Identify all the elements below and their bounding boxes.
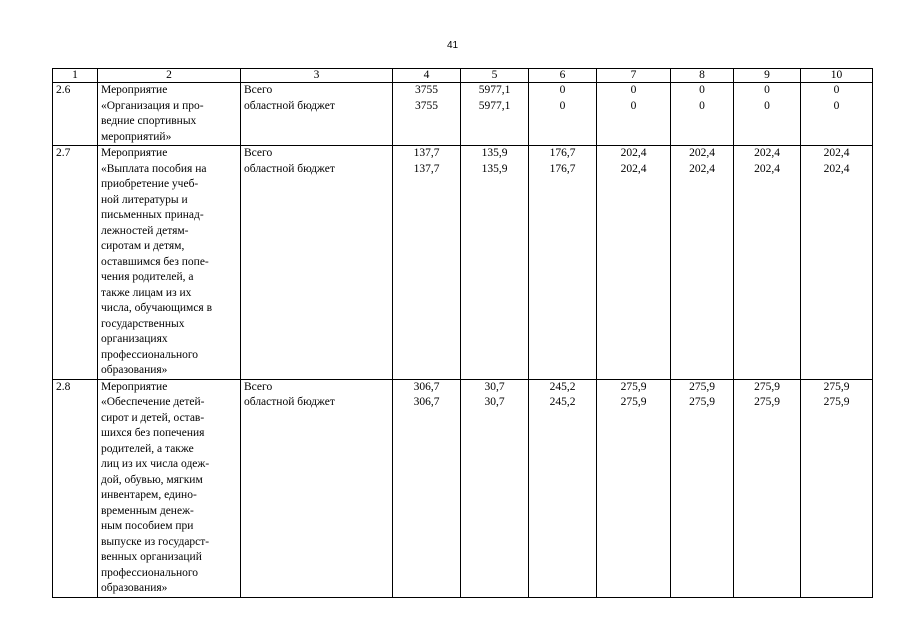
header-cell: 7 (597, 69, 671, 83)
measure-name-line: сиротам и детям, (101, 240, 185, 252)
measure-name (98, 379, 241, 597)
measure-name-line: Мероприятие (101, 147, 168, 159)
measure-name-line: венных организаций (101, 551, 202, 563)
measure-name-line: организациях (101, 333, 168, 345)
value: 0 (833, 84, 840, 96)
value-cell (597, 83, 671, 146)
value: 0 (559, 84, 566, 96)
measure-name-line: Мероприятие (101, 380, 168, 393)
value: 30,7 (484, 380, 505, 393)
value: 202,4 (823, 147, 850, 159)
measure-name-line: «Выплата пособия на (101, 162, 207, 175)
value-cell (734, 83, 801, 146)
measure-name-line: письменных принад- (101, 209, 204, 221)
value: 202,4 (620, 147, 647, 159)
measure-name-line: числа, обучающимся в (101, 302, 213, 314)
value: 202,4 (754, 147, 780, 159)
value-cell (671, 146, 734, 380)
measure-name-line: ведние спортивных (101, 115, 197, 127)
value-cell (597, 146, 671, 380)
value-cell (461, 379, 529, 597)
measure-name-line: оставшимся без попе- (101, 255, 209, 268)
value-cell (671, 379, 734, 597)
measure-name-line: шихся без попечения (101, 427, 205, 439)
measure-name-line: временным денеж- (101, 504, 194, 517)
value: 202,4 (754, 162, 780, 175)
header-cell: 8 (671, 69, 734, 83)
value-cell (801, 379, 873, 597)
value-cell (461, 146, 529, 380)
value: 202,4 (689, 147, 715, 159)
measure-name-line: Мероприятие (101, 84, 168, 96)
value-cell (734, 379, 801, 597)
funding-source (241, 83, 393, 146)
table-row (53, 83, 873, 146)
measure-name-line: сирот и детей, остав- (101, 411, 205, 424)
header-cell: 5 (461, 69, 529, 83)
budget-table (52, 68, 873, 598)
value: 137,7 (413, 162, 440, 175)
header-cell: 9 (734, 69, 801, 83)
value-cell (393, 379, 461, 597)
value-cell (461, 83, 529, 146)
value-cell (529, 146, 597, 380)
value: 176,7 (549, 162, 576, 175)
header-cell: 3 (241, 69, 393, 83)
value: 0 (764, 84, 770, 96)
value: 0 (630, 84, 637, 96)
header-row (53, 69, 873, 83)
value: 306,7 (413, 380, 440, 393)
value: 0 (833, 99, 840, 112)
measure-name-line: ным пособием при (101, 520, 194, 532)
value: 3755 (415, 84, 438, 96)
value: 0 (699, 99, 705, 112)
value-cell (671, 83, 734, 146)
value-cell (529, 379, 597, 597)
funding-source-line: областной бюджет (244, 396, 335, 408)
value: 275,9 (620, 380, 647, 393)
funding-source (241, 379, 393, 597)
value-cell (801, 83, 873, 146)
page-number: 41 (446, 40, 459, 51)
value: 275,9 (823, 396, 850, 408)
value-cell (801, 146, 873, 380)
value: 275,9 (823, 380, 850, 393)
header-cell: 1 (53, 69, 98, 83)
funding-source-line: Всего (244, 84, 273, 96)
measure-name-line: инвентарем, едино- (101, 489, 197, 501)
funding-source-line: областной бюджет (244, 99, 335, 112)
value: 135,9 (481, 162, 508, 175)
header-cell: 10 (801, 69, 873, 83)
value: 3755 (415, 99, 438, 112)
value: 0 (764, 99, 770, 112)
header-cell: 2 (98, 69, 241, 83)
value: 245,2 (549, 380, 576, 393)
value-cell (734, 146, 801, 380)
funding-source-line: областной бюджет (244, 162, 335, 175)
measure-name-line: дой, обувью, мягким (101, 473, 203, 486)
value: 306,7 (413, 396, 440, 408)
value-cell (393, 83, 461, 146)
row-number: 2.7 (53, 146, 98, 380)
value: 202,4 (620, 162, 647, 175)
value: 137,7 (413, 147, 440, 159)
value: 0 (699, 84, 705, 96)
header-cell: 6 (529, 69, 597, 83)
measure-name-line: профессионального (101, 566, 199, 579)
value: 275,9 (689, 380, 715, 393)
value: 245,2 (549, 396, 576, 408)
table-row (53, 379, 873, 597)
value: 275,9 (754, 396, 780, 408)
value: 5977,1 (478, 99, 511, 112)
measure-name-line: образования» (101, 364, 168, 376)
value-cell (529, 83, 597, 146)
measure-name-line: выпуске из государст- (101, 535, 210, 548)
funding-source (241, 146, 393, 380)
row-number: 2.6 (53, 83, 98, 146)
value: 30,7 (484, 396, 505, 408)
measure-name-line: «Обеспечение детей- (101, 396, 205, 408)
value: 202,4 (689, 162, 715, 175)
value: 275,9 (620, 396, 647, 408)
measure-name-line: государственных (101, 317, 185, 330)
measure-name-line: лиц из их числа одеж- (101, 458, 210, 470)
measure-name-line: мероприятий» (101, 130, 172, 143)
value: 135,9 (481, 147, 508, 159)
header-cell: 4 (393, 69, 461, 83)
value: 176,7 (549, 147, 576, 159)
measure-name-line: образования» (101, 582, 168, 594)
value: 0 (559, 99, 566, 112)
measure-name-line: ной литературы и (101, 193, 188, 206)
value: 275,9 (689, 396, 715, 408)
value-cell (393, 146, 461, 380)
measure-name-line: профессионального (101, 348, 199, 361)
measure-name-line: лежностей детям- (101, 224, 189, 237)
value: 0 (630, 99, 637, 112)
table-row (53, 146, 873, 380)
funding-source-line: Всего (244, 380, 273, 393)
measure-name-line: родителей, а также (101, 442, 194, 455)
measure-name (98, 83, 241, 146)
measure-name-line: также лицам из их (101, 286, 192, 299)
measure-name-line: приобретение учеб- (101, 178, 199, 190)
measure-name (98, 146, 241, 380)
value-cell (597, 379, 671, 597)
measure-name-line: «Организация и про- (101, 99, 204, 112)
measure-name-line: чения родителей, а (101, 271, 194, 283)
value: 202,4 (823, 162, 850, 175)
row-number: 2.8 (53, 379, 98, 597)
value: 5977,1 (478, 84, 511, 96)
value: 275,9 (754, 380, 780, 393)
funding-source-line: Всего (244, 147, 273, 159)
